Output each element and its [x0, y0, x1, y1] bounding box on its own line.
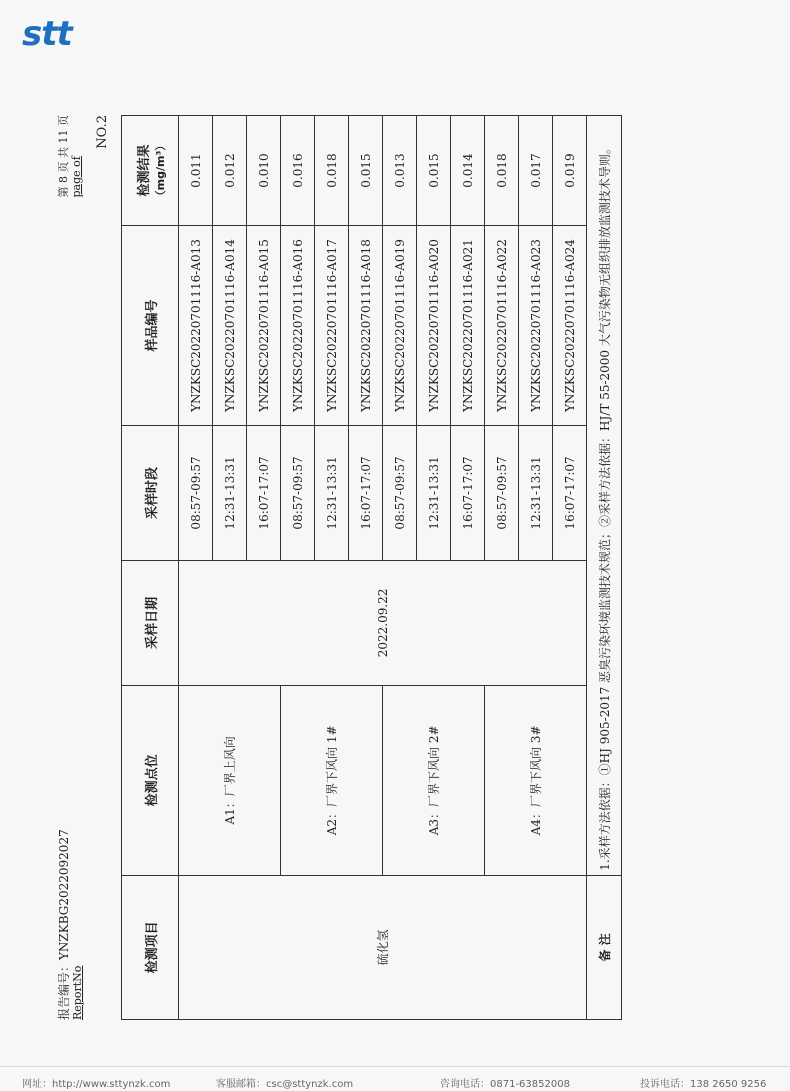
sample-cell: YNZKSC20220701116-A015 [247, 226, 281, 426]
point-cell-a3: A3：厂界下风向 2# [383, 685, 485, 875]
header-point: 检测点位 [122, 685, 179, 875]
period-cell: 12:31-13:31 [213, 425, 247, 560]
period-cell: 16:07-17:07 [247, 425, 281, 560]
sample-cell: YNZKSC20220701116-A020 [417, 226, 451, 426]
period-cell: 16:07-17:07 [553, 425, 587, 560]
report-no: YNZKBG2022092027 [57, 829, 71, 960]
report-number-block [57, 829, 85, 1020]
table-header-row [122, 116, 179, 1020]
report-no-label: 报告编号： [57, 959, 71, 1020]
period-cell: 12:31-13:31 [519, 425, 553, 560]
header-period: 采样时段 [122, 425, 179, 560]
result-cell: 0.018 [485, 116, 519, 226]
report-no-en: ReportNo [71, 965, 84, 1020]
period-cell: 12:31-13:31 [417, 425, 451, 560]
point-cell-a4: A4：厂界下风向 3# [485, 685, 587, 875]
sample-cell: YNZKSC20220701116-A016 [281, 226, 315, 426]
header-item: 检测项目 [122, 875, 179, 1019]
notes-label: 备 注 [587, 875, 622, 1019]
header-result-unit: （mg/m³） [153, 139, 167, 202]
result-cell: 0.012 [213, 116, 247, 226]
sample-cell: YNZKSC20220701116-A019 [383, 226, 417, 426]
result-cell: 0.016 [281, 116, 315, 226]
header-result-label: 检测结果 [136, 144, 152, 197]
date-cell: 2022.09.22 [179, 560, 587, 685]
period-cell: 16:07-17:07 [349, 425, 383, 560]
result-cell: 0.011 [179, 116, 213, 226]
sample-cell: YNZKSC20220701116-A013 [179, 226, 213, 426]
period-cell: 12:31-13:31 [315, 425, 349, 560]
sample-cell: YNZKSC20220701116-A021 [451, 226, 485, 426]
sample-cell: YNZKSC20220701116-A024 [553, 226, 587, 426]
header-result [122, 116, 179, 226]
sample-cell: YNZKSC20220701116-A014 [213, 226, 247, 426]
report-page-rotated [55, 75, 777, 1040]
period-cell: 08:57-09:57 [485, 425, 519, 560]
form-number: NO.2 [95, 115, 110, 149]
result-cell: 0.010 [247, 116, 281, 226]
header-date: 采样日期 [122, 560, 179, 685]
point-cell-a1: A1：厂界上风向 [179, 685, 281, 875]
page-number-cn: 第 8 页 共 11 页 [57, 115, 70, 198]
item-cell: 硫化氢 [179, 875, 587, 1019]
result-cell: 0.019 [553, 116, 587, 226]
footer-consult-phone: 咨询电话：0871-63852008 [440, 1079, 570, 1090]
result-cell: 0.015 [417, 116, 451, 226]
footer-email: 客服邮箱：csc@sttynzk.com [216, 1079, 354, 1090]
notes-row [587, 116, 622, 1020]
period-cell: 08:57-09:57 [383, 425, 417, 560]
result-cell: 0.017 [519, 116, 553, 226]
footer-complaint-phone: 投诉电话：138 2650 9256 [640, 1079, 767, 1090]
notes-text: 1.采样方法依据：①HJ 905-2017 恶臭污染环境监测技术规范；②采样方法依据：HJ/T 55-2000 大气污染物无组织排放监测技术导则。 [587, 116, 622, 876]
period-cell: 16:07-17:07 [451, 425, 485, 560]
period-cell: 08:57-09:57 [179, 425, 213, 560]
table-row [179, 116, 213, 1020]
sample-cell: YNZKSC20220701116-A018 [349, 226, 383, 426]
sample-cell: YNZKSC20220701116-A017 [315, 226, 349, 426]
header-sample: 样品编号 [122, 226, 179, 426]
point-cell-a2: A2：厂界下风向 1# [281, 685, 383, 875]
sample-cell: YNZKSC20220701116-A023 [519, 226, 553, 426]
sample-cell: YNZKSC20220701116-A022 [485, 226, 519, 426]
period-cell: 08:57-09:57 [281, 425, 315, 560]
result-cell: 0.014 [451, 116, 485, 226]
page-number-block [57, 115, 83, 197]
page-number-en: page of [70, 156, 83, 198]
page-footer [0, 1066, 790, 1091]
footer-website: 网址：http://www.sttynzk.com [22, 1079, 171, 1090]
results-table [121, 115, 622, 1020]
company-logo: stt [22, 14, 72, 54]
result-cell: 0.013 [383, 116, 417, 226]
result-cell: 0.018 [315, 116, 349, 226]
result-cell: 0.015 [349, 116, 383, 226]
